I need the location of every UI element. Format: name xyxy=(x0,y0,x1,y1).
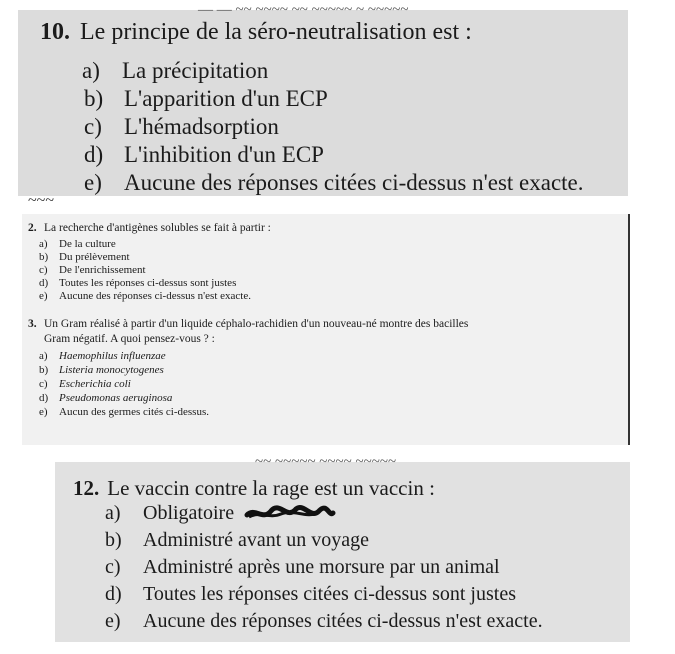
question-text: Le vaccin contre la rage est un vaccin : xyxy=(107,476,435,500)
question-text: Le principe de la séro-neutralisation est : xyxy=(80,19,472,45)
q3-option-e: e) Aucun des germes cités ci-dessus. xyxy=(39,406,209,418)
question-3: 3. Un Gram réalisé à partir d'un liquide céphalo-rachidien d'un nouveau-né montre des bacilles xyxy=(28,318,469,330)
q2-option-a: a) De la culture xyxy=(39,238,116,250)
q2-option-d: d) Toutes les réponses ci-dessus sont justes xyxy=(39,277,237,289)
question-10 xyxy=(40,19,472,46)
question-12 xyxy=(73,476,435,501)
option-b: b) Administré avant un voyage xyxy=(105,529,370,551)
option-b: b) L'apparition d'un ECP xyxy=(84,86,328,111)
option-e: e) Aucune des réponses citées ci-dessus n'est exacte. xyxy=(105,610,543,632)
q3-option-b: b) Listeria monocytogenes xyxy=(39,364,164,376)
question-number: 10. xyxy=(40,19,70,45)
option-d: d) Toutes les réponses citées ci-dessus sont justes xyxy=(105,583,516,605)
questions-2-3-panel xyxy=(22,214,630,445)
q2-option-c: c) De l'enrichissement xyxy=(39,264,146,276)
cropped-text-bottom: ~~~ xyxy=(28,192,54,209)
q3-option-a: a) Haemophilus influenzae xyxy=(39,350,166,362)
question-10-panel xyxy=(18,2,628,209)
question-number: 12. xyxy=(73,476,100,500)
option-a: a) Obligatoire xyxy=(105,502,335,525)
q3-option-c: c) Escherichia coli xyxy=(39,378,131,390)
option-a: a) La précipitation xyxy=(82,58,269,83)
option-c: c) Administré après une morsure par un animal xyxy=(105,556,500,578)
q3-option-d: d) Pseudomonas aeruginosa xyxy=(39,392,173,404)
question-12-panel xyxy=(55,454,630,642)
question-3-line2: Gram négatif. A quoi pensez-vous ? : xyxy=(44,333,215,345)
cropped-text-top: ~~ ~~~~~ ~~~~ ~~~~~ xyxy=(255,454,397,470)
q2-option-b: b) Du prélèvement xyxy=(39,251,130,263)
option-c: c) L'hémadsorption xyxy=(84,114,279,139)
scribble-mark-icon xyxy=(245,505,335,523)
option-d: d) L'inhibition d'un ECP xyxy=(84,142,324,167)
q2-option-e: e) Aucune des réponses ci-dessus n'est exacte. xyxy=(39,290,251,302)
cropped-text-top: — — ~~ ~~~~ ~~ ~~~~~ ~ ~~~~~ xyxy=(198,2,409,18)
question-2: 2. La recherche d'antigènes solubles se fait à partir : xyxy=(28,222,271,234)
option-e: e) Aucune des réponses citées ci-dessus n'est exacte. xyxy=(84,170,584,195)
